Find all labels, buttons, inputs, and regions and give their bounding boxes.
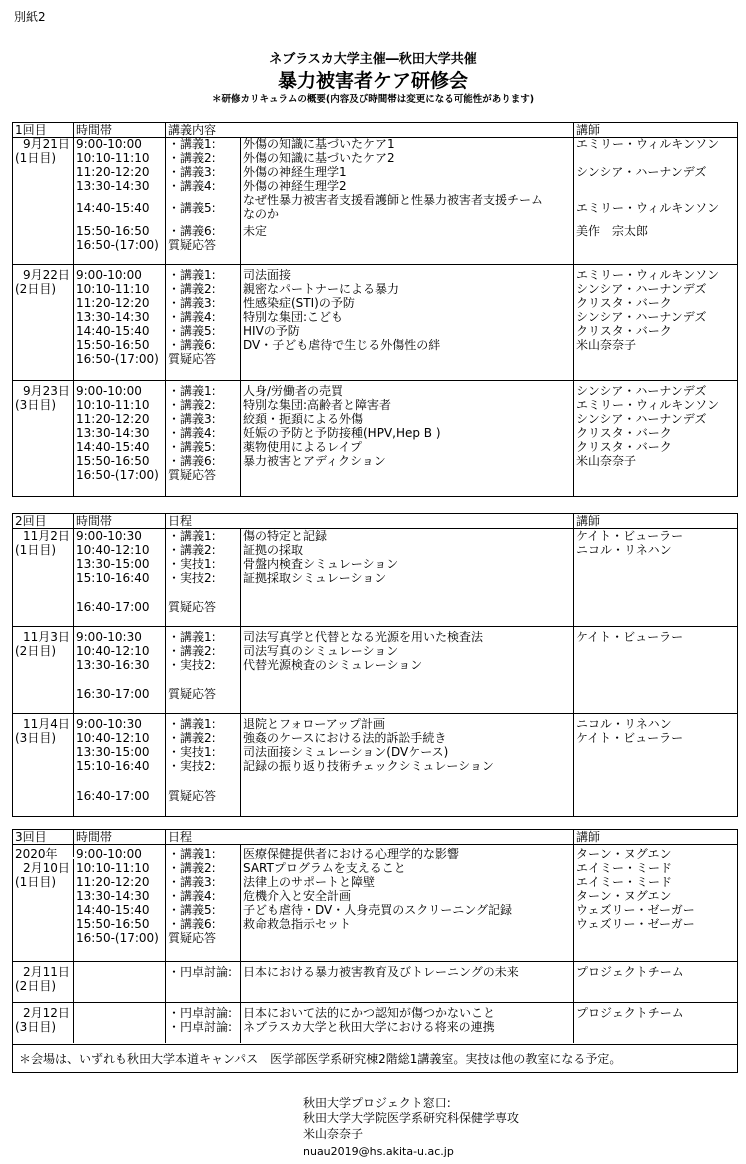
lecture-item: ・講義5: bbox=[168, 324, 216, 338]
time-slot: 10:10-11:10 bbox=[76, 151, 150, 165]
lecturer: シンシア・ハーナンデズ bbox=[576, 282, 707, 296]
day-date: 2月11日 bbox=[23, 965, 70, 979]
day-year: 2020年 bbox=[15, 847, 58, 861]
lecturer: ケイト・ビューラー bbox=[576, 731, 684, 745]
lecture-item: ・講義2: bbox=[168, 398, 216, 412]
lecturer: ニコル・リネハン bbox=[576, 543, 672, 557]
practical-topic: 骨盤内検査シミュレーション bbox=[243, 557, 399, 571]
lecture-topic: 法律上のサポートと障壁 bbox=[243, 875, 376, 889]
lecture-topic: 絞頚・扼頚による外傷 bbox=[243, 412, 364, 426]
practical-topic: 代替光源検査のシミュレーション bbox=[243, 658, 423, 672]
time-slot: 15:50-16:50 bbox=[76, 224, 150, 238]
lecture-topic: 外傷の知識に基づいたケア2 bbox=[243, 151, 395, 165]
contact-department: 秋田大学大学院医学系研究科保健学専攻 bbox=[303, 1111, 520, 1125]
roundtable-item: ・円卓討論: bbox=[168, 965, 233, 979]
lecture-item: ・講義2: bbox=[168, 861, 216, 875]
time-slot: 10:10-11:10 bbox=[76, 282, 150, 296]
lecture-topic: 外傷の神経生理学2 bbox=[243, 179, 347, 193]
col-header-content: 講義内容 bbox=[168, 123, 217, 137]
lecturer: シンシア・ハーナンデズ bbox=[576, 310, 707, 324]
lecture-item: ・講義2: bbox=[168, 644, 216, 658]
day-label: (2日目) bbox=[15, 644, 56, 658]
lecture-topic: HIVの予防 bbox=[243, 324, 300, 338]
lecture-topic: 司法写真学と代替となる光源を用いた検査法 bbox=[243, 630, 484, 644]
time-slot: 10:40-12:10 bbox=[76, 731, 150, 745]
lecture-item: ・講義4: bbox=[168, 426, 216, 440]
lecturer: 米山奈奈子 bbox=[576, 338, 637, 352]
qa-item: 質疑応答 bbox=[168, 931, 217, 945]
lecture-topic: 危機介入と安全計画 bbox=[243, 889, 352, 903]
lecture-item: ・講義1: bbox=[168, 630, 216, 644]
day-date: 11月4日 bbox=[23, 717, 70, 731]
lecture-topic: なぜ性暴力被害者支援看護師と性暴力被害者支援チーム bbox=[243, 193, 544, 207]
lecturer: エミリー・ウィルキンソン bbox=[576, 201, 720, 215]
time-slot: 11:20-12:20 bbox=[76, 875, 150, 889]
time-slot: 16:40-17:00 bbox=[76, 600, 150, 614]
lecturer: シンシア・ハーナンデズ bbox=[576, 412, 707, 426]
col-header-lecturer: 講師 bbox=[576, 514, 601, 528]
time-slot: 9:00-10:30 bbox=[76, 529, 142, 543]
lecture-item: ・講義2: bbox=[168, 151, 216, 165]
roundtable-topic: ネブラスカ大学と秋田大学における将来の連携 bbox=[243, 1020, 495, 1034]
day-date: 9月23日 bbox=[23, 384, 70, 398]
time-slot: 11:20-12:20 bbox=[76, 165, 150, 179]
time-slot: 14:40-15:40 bbox=[76, 324, 150, 338]
col-header-session: 1回目 bbox=[15, 123, 47, 137]
lecture-topic: 司法写真のシミュレーション bbox=[243, 644, 399, 658]
lecture-topic: 性感染症(STI)の予防 bbox=[243, 296, 355, 310]
lecture-topic: 医療保健提供者における心理学的な影響 bbox=[243, 847, 460, 861]
time-slot: 16:50-(17:00) bbox=[76, 352, 159, 366]
lecture-topic: 薬物使用によるレイプ bbox=[243, 440, 363, 454]
day-label: (2日目) bbox=[15, 979, 56, 993]
lecture-item: ・講義6: bbox=[168, 224, 216, 238]
lecture-topic: 司法面接 bbox=[243, 268, 292, 282]
lecture-topic: 特別な集団:高齢者と障害者 bbox=[243, 398, 392, 412]
lecture-topic-continued: なのか bbox=[243, 207, 280, 221]
day-date: 9月22日 bbox=[23, 268, 70, 282]
day-date: 2月12日 bbox=[23, 1006, 70, 1020]
time-slot: 15:10-16:40 bbox=[76, 759, 150, 773]
lecture-topic: 妊娠の予防と予防接種(HPV,Hep B ) bbox=[243, 426, 441, 440]
lecture-topic: 特別な集団:こども bbox=[243, 310, 344, 324]
lecturer: クリスタ・バーク bbox=[576, 324, 672, 338]
title-organizers: ネブラスカ大学主催―秋田大学共催 bbox=[269, 52, 477, 67]
time-slot: 9:00-10:00 bbox=[76, 137, 142, 151]
lecturer: シンシア・ハーナンデズ bbox=[576, 384, 707, 398]
lecture-item: ・講義4: bbox=[168, 889, 216, 903]
lecture-topic: 暴力被害とアディクション bbox=[243, 454, 386, 468]
lecture-item: ・講義5: bbox=[168, 903, 216, 917]
lecturer: ケイト・ビューラー bbox=[576, 630, 684, 644]
lecturer: エミリー・ウィルキンソン bbox=[576, 137, 720, 151]
lecture-item: ・講義1: bbox=[168, 529, 216, 543]
lecturer: シンシア・ハーナンデズ bbox=[576, 165, 707, 179]
lecturer: ウェズリー・ゼーガー bbox=[576, 903, 695, 917]
lecture-topic: DV・子ども虐待で生じる外傷性の絆 bbox=[243, 338, 441, 352]
venue-footnote: ＊会場は、いずれも秋田大学本道キャンパス 医学部医学系研究棟2階総1講義室。実技は他の教室になる予定。 bbox=[19, 1052, 622, 1066]
lecture-topic: 未定 bbox=[243, 224, 268, 238]
lecture-topic: 退院とフォローアップ計画 bbox=[243, 717, 385, 731]
col-header-lecturer: 講師 bbox=[576, 830, 601, 844]
page-title: 暴力被害者ケア研修会 bbox=[277, 70, 468, 92]
time-slot: 10:40-12:10 bbox=[76, 543, 150, 557]
lecturer: エミリー・ウィルキンソン bbox=[576, 398, 720, 412]
qa-item: 質疑応答 bbox=[168, 238, 217, 252]
lecturer: クリスタ・バーク bbox=[576, 296, 672, 310]
practical-item: ・実技1: bbox=[168, 557, 216, 571]
time-slot: 13:30-14:30 bbox=[76, 889, 150, 903]
day-date: 9月21日 bbox=[23, 137, 70, 151]
col-header-session: 3回目 bbox=[15, 830, 47, 844]
contact-email[interactable]: nuau2019@hs.akita-u.ac.jp bbox=[303, 1145, 454, 1158]
practical-topic: 記録の振り返り技術チェックシミュレーション bbox=[243, 759, 494, 773]
lecture-topic: SARTプログラムを支えること bbox=[243, 861, 406, 875]
lecture-topic: 救命救急指示セット bbox=[243, 917, 352, 931]
lecture-item: ・講義6: bbox=[168, 338, 216, 352]
day-label: (1日目) bbox=[15, 151, 56, 165]
time-slot: 16:50-(17:00) bbox=[76, 931, 159, 945]
practical-item: ・実技2: bbox=[168, 759, 216, 773]
time-slot: 16:50-(17:00) bbox=[76, 468, 159, 482]
lecturer: ターン・ヌグエン bbox=[576, 847, 672, 861]
time-slot: 13:30-14:30 bbox=[76, 310, 150, 324]
col-header-time: 時間帯 bbox=[76, 514, 113, 528]
time-slot: 13:30-14:30 bbox=[76, 179, 150, 193]
lecture-topic: 人身/労働者の売買 bbox=[243, 384, 344, 398]
time-slot: 11:20-12:20 bbox=[76, 296, 150, 310]
contact-label: 秋田大学プロジェクト窓口: bbox=[303, 1096, 451, 1110]
time-slot: 9:00-10:00 bbox=[76, 384, 142, 398]
time-slot: 15:10-16:40 bbox=[76, 571, 150, 585]
lecturer: プロジェクトチーム bbox=[576, 965, 684, 979]
col-header-lecturer: 講師 bbox=[576, 123, 601, 137]
lecturer: ターン・ヌグエン bbox=[576, 889, 672, 903]
lecture-item: ・講義2: bbox=[168, 543, 216, 557]
lecture-item: ・講義4: bbox=[168, 179, 216, 193]
day-label: (1日目) bbox=[15, 543, 56, 557]
session-3-table bbox=[12, 829, 738, 1073]
lecture-item: ・講義3: bbox=[168, 165, 216, 179]
time-slot: 13:30-14:30 bbox=[76, 426, 150, 440]
lecture-topic: 子ども虐待・DV・人身売買のスクリーニング記録 bbox=[243, 903, 513, 917]
practical-item: ・実技1: bbox=[168, 745, 216, 759]
time-slot: 10:40-12:10 bbox=[76, 644, 150, 658]
lecturer: エミリー・ウィルキンソン bbox=[576, 268, 720, 282]
qa-item: 質疑応答 bbox=[168, 789, 217, 803]
time-slot: 10:10-11:10 bbox=[76, 861, 150, 875]
lecture-item: ・講義3: bbox=[168, 875, 216, 889]
time-slot: 15:50-16:50 bbox=[76, 338, 150, 352]
day-date: 11月2日 bbox=[23, 529, 70, 543]
session-1-table bbox=[12, 122, 738, 497]
time-slot: 13:30-15:00 bbox=[76, 557, 150, 571]
time-slot: 16:40-17:00 bbox=[76, 789, 150, 803]
col-header-time: 時間帯 bbox=[76, 123, 113, 137]
lecture-item: ・講義2: bbox=[168, 731, 216, 745]
time-slot: 11:20-12:20 bbox=[76, 412, 150, 426]
time-slot: 10:10-11:10 bbox=[76, 398, 150, 412]
time-slot: 9:00-10:30 bbox=[76, 630, 142, 644]
lecturer: ケイト・ビューラー bbox=[576, 529, 684, 543]
lecture-item: ・講義5: bbox=[168, 201, 216, 215]
qa-item: 質疑応答 bbox=[168, 352, 217, 366]
day-label: (2日目) bbox=[15, 282, 56, 296]
qa-item: 質疑応答 bbox=[168, 600, 217, 614]
lecture-item: ・講義1: bbox=[168, 268, 216, 282]
time-slot: 16:50-(17:00) bbox=[76, 238, 159, 252]
lecture-topic: 親密なパートナーによる暴力 bbox=[243, 282, 400, 296]
lecturer: クリスタ・バーク bbox=[576, 440, 672, 454]
time-slot: 14:40-15:40 bbox=[76, 903, 150, 917]
day-label: (3日目) bbox=[15, 398, 56, 412]
col-header-time: 時間帯 bbox=[76, 830, 113, 844]
lecture-item: ・講義1: bbox=[168, 847, 216, 861]
practical-item: ・実技2: bbox=[168, 658, 216, 672]
lecture-item: ・講義1: bbox=[168, 137, 216, 151]
lecture-item: ・講義6: bbox=[168, 917, 216, 931]
time-slot: 15:50-16:50 bbox=[76, 454, 150, 468]
lecture-topic: 外傷の神経生理学1 bbox=[243, 165, 347, 179]
time-slot: 9:00-10:00 bbox=[76, 847, 142, 861]
day-label: (3日目) bbox=[15, 1020, 56, 1034]
page-subtitle: ＊研修カリキュラムの概要(内容及び時間帯は変更になる可能性があります) bbox=[211, 94, 535, 105]
time-slot: 14:40-15:40 bbox=[76, 201, 150, 215]
lecturer: 米山奈奈子 bbox=[576, 454, 637, 468]
lecture-item: ・講義1: bbox=[168, 717, 216, 731]
time-slot: 14:40-15:40 bbox=[76, 440, 150, 454]
roundtable-item: ・円卓討論: bbox=[168, 1020, 233, 1034]
contact-name: 米山奈奈子 bbox=[303, 1127, 364, 1141]
lecture-item: ・講義1: bbox=[168, 384, 216, 398]
qa-item: 質疑応答 bbox=[168, 687, 217, 701]
time-slot: 13:30-15:00 bbox=[76, 745, 150, 759]
lecture-item: ・講義2: bbox=[168, 282, 216, 296]
lecture-topic: 傷の特定と記録 bbox=[243, 529, 328, 543]
roundtable-topic: 日本において法的にかつ認知が傷つかないこと bbox=[243, 1006, 496, 1020]
practical-topic: 司法面接シミュレーション(DVケース) bbox=[243, 745, 449, 759]
lecturer: エイミー・ミード bbox=[576, 861, 673, 875]
time-slot: 9:00-10:00 bbox=[76, 268, 142, 282]
day-label: (3日目) bbox=[15, 731, 56, 745]
time-slot: 9:00-10:30 bbox=[76, 717, 142, 731]
attachment-label: 別紙2 bbox=[14, 10, 46, 24]
time-slot: 13:30-16:30 bbox=[76, 658, 150, 672]
lecturer: ニコル・リネハン bbox=[576, 717, 672, 731]
lecture-item: ・講義5: bbox=[168, 440, 216, 454]
day-label: (1日目) bbox=[15, 875, 56, 889]
lecture-item: ・講義4: bbox=[168, 310, 216, 324]
lecture-item: ・講義3: bbox=[168, 412, 216, 426]
session-2-table bbox=[12, 513, 738, 817]
lecturer: ウェズリー・ゼーガー bbox=[576, 917, 695, 931]
practical-topic: 証拠採取シミュレーション bbox=[243, 571, 387, 585]
lecturer: 美作 宗太郎 bbox=[576, 224, 649, 238]
col-header-schedule: 日程 bbox=[168, 830, 193, 844]
practical-item: ・実技2: bbox=[168, 571, 216, 585]
day-date: 11月3日 bbox=[23, 630, 70, 644]
roundtable-item: ・円卓討論: bbox=[168, 1006, 233, 1020]
lecture-topic: 証拠の採取 bbox=[243, 543, 304, 557]
time-slot: 16:30-17:00 bbox=[76, 687, 150, 701]
col-header-session: 2回目 bbox=[15, 514, 47, 528]
lecturer: クリスタ・バーク bbox=[576, 426, 672, 440]
qa-item: 質疑応答 bbox=[168, 468, 217, 482]
lecture-topic: 強姦のケースにおける法的訴訟手続き bbox=[243, 731, 447, 745]
day-date: 2月10日 bbox=[23, 861, 70, 875]
time-slot: 15:50-16:50 bbox=[76, 917, 150, 931]
col-header-schedule: 日程 bbox=[168, 514, 193, 528]
lecturer: エイミー・ミード bbox=[576, 875, 673, 889]
roundtable-topic: 日本における暴力被害教育及びトレーニングの未来 bbox=[243, 965, 519, 979]
lecture-topic: 外傷の知識に基づいたケア1 bbox=[243, 137, 395, 151]
lecture-item: ・講義6: bbox=[168, 454, 216, 468]
lecture-item: ・講義3: bbox=[168, 296, 216, 310]
lecturer: プロジェクトチーム bbox=[576, 1006, 684, 1020]
